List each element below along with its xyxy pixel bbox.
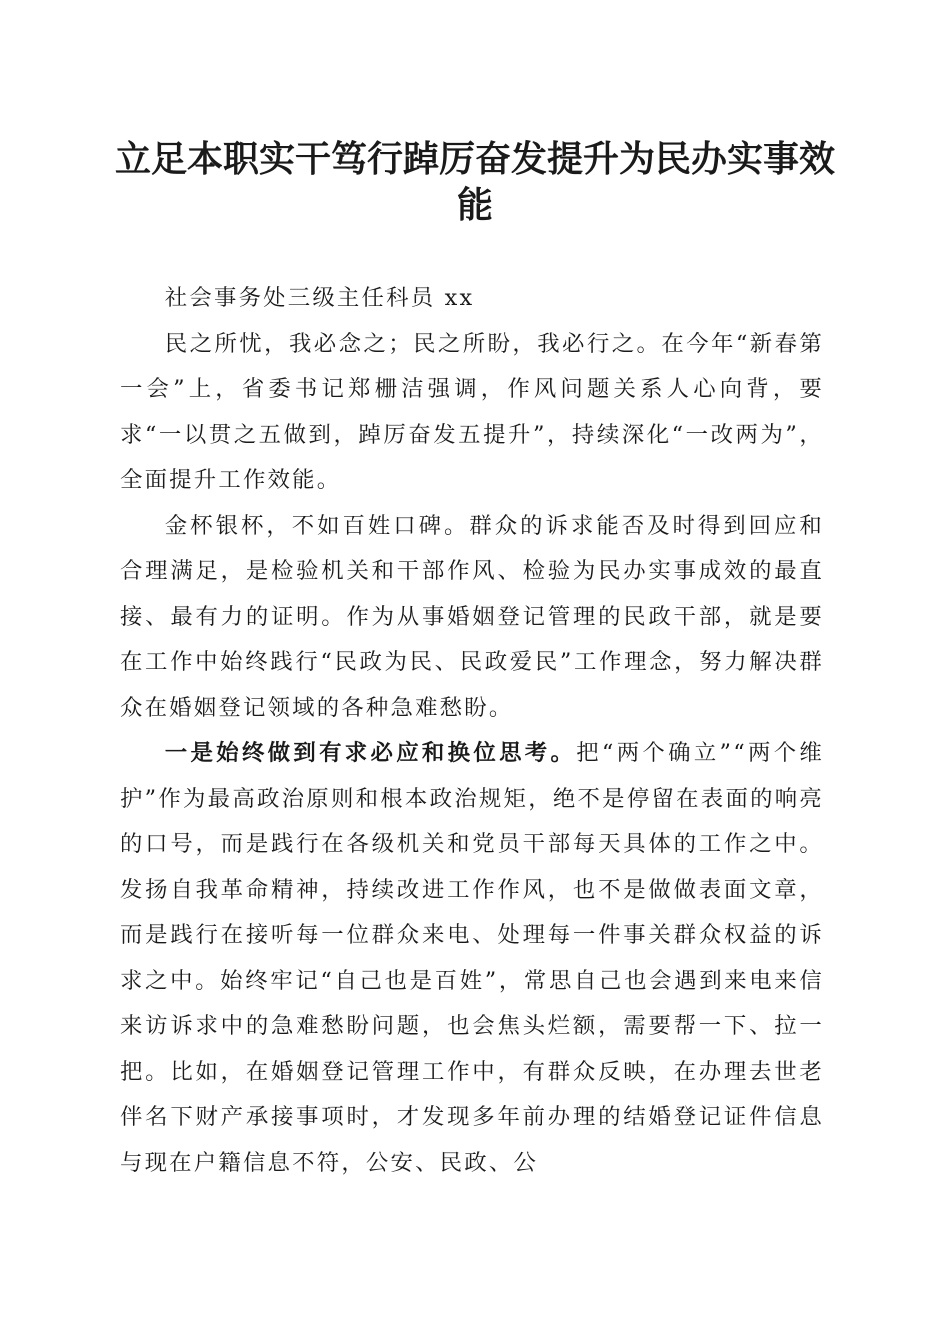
paragraph-2-text: 金杯银杯，不如百姓口碑。群众的诉求能否及时得到回应和合理满足，是检验机关和干部作风、检验为民办实事成效的最直接、最有力的证明。作为从事婚姻登记管理的民政干部，就是要在工作中始终践行“民政为民、民政爱民”工作理念，努力解决群众在婚姻登记领域的各种急难愁盼。: [120, 512, 824, 721]
paragraph-1: [120, 322, 824, 504]
paragraph-2: [120, 504, 824, 732]
paragraph-1-text: 民之所忧，我必念之；民之所盼，我必行之。在今年“新春第一会”上，省委书记郑栅洁强调，作风问题关系人心向背，要求“一以贯之五做到，踔厉奋发五提升”，持续深化“一改两为”，全面提升工作效能。: [120, 330, 824, 493]
author-line: 社会事务处三级主任科员 xx: [164, 285, 475, 311]
paragraph-3: [120, 731, 824, 1186]
document-body: [120, 276, 824, 1186]
document-title: 立足本职实干笃行踔厉奋发提升为民办实事效能: [114, 138, 835, 226]
paragraph-3-lead: 一是始终做到有求必应和换位思考。: [164, 740, 577, 766]
paragraph-3-text: 把“两个确立”“两个维护”作为最高政治原则和根本政治规矩，绝不是停留在表面的响亮的口号，而是践行在各级机关和党员干部每天具体的工作之中。发扬自我革命精神，持续改进工作作风，也不是做做表面文章，而是践行在接听每一位群众来电、处理每一件事关群众权益的诉求之中。始终牢记“自己也是百姓”，常思自己也会遇到来电来信来访诉求中的急难愁盼问题，也会焦头烂额，需要帮一下、拉一把。比如，在婚姻登记管理工作中，有群众反映，在办理去世老伴名下财产承接事项时，才发现多年前办理的结婚登记证件信息与现在户籍信息不符，公安、民政、公: [120, 740, 824, 1176]
